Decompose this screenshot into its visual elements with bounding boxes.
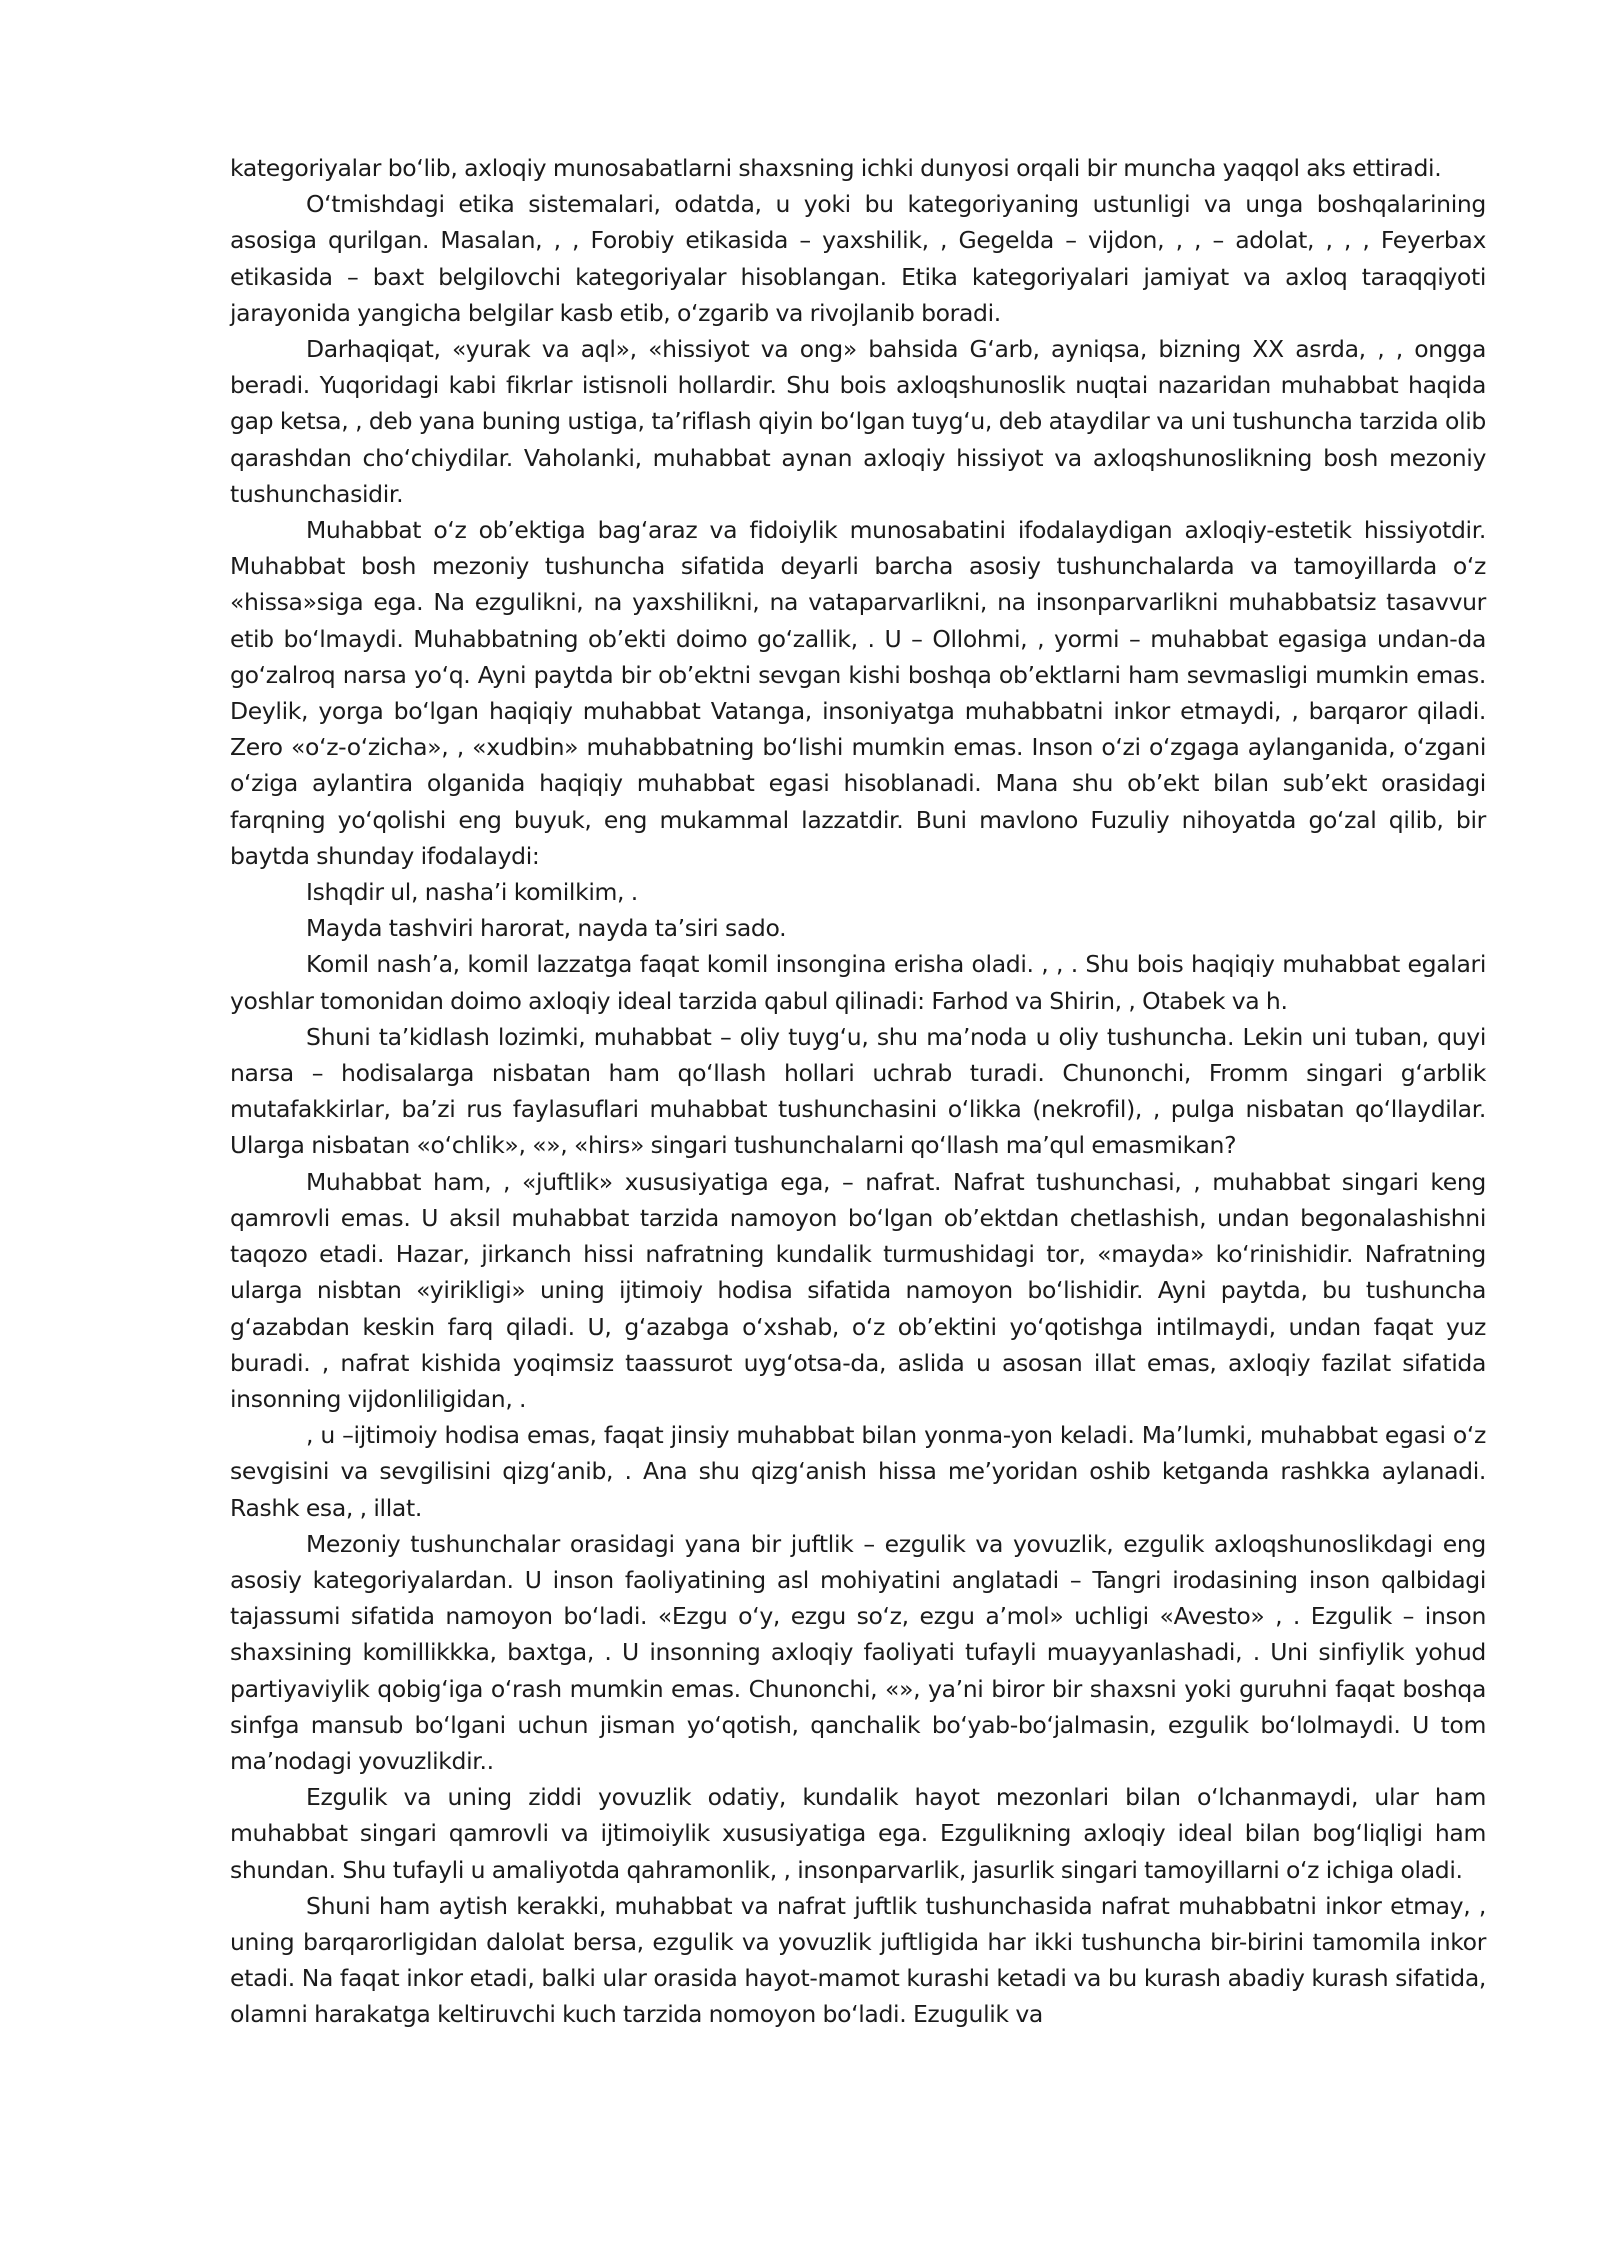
paragraph-11: Shuni ham aytish kerakki, muhabbat va nafrat juftlik tushunchasida nafrat muhabbatni inkor etmay, , uning barqarorligidan dalolat bersa, ezgulik va yovuzlik juftligida har ikki tushuncha bir-birini tamomila inkor etadi. Na faqat inkor etadi, balki ular orasida hayot-mamot kurashi ketadi va bu kurash abadiy kurash sifatida, olamni harakatga keltiruvchi kuch tarzida nomoyon bo‘ladi. Ezugulik va xyxy=(230,1891,1486,2029)
paragraph-10: Ezgulik va uning ziddi yovuzlik odatiy, kundalik hayot mezonlari bilan o‘lchanmaydi, ular ham muhabbat singari qamrovli va ijtimoiylik xususiyatiga ega. Ezgulikning axloqiy ideal bilan bog‘liqligi ham shundan. Shu tufayli u amaliyotda qahramonlik, , insonparvarlik, jasurlik singari tamoyillarni o‘z ichiga oladi. xyxy=(230,1783,1486,1884)
document-body xyxy=(230,150,1486,2033)
paragraph-7: Muhabbat ham, , «juftlik» xususiyatiga ega, – nafrat. Nafrat tushunchasi, , muhabbat singari keng qamrovli emas. U aksil muhabbat tarzida namoyon bo‘lgan ob’ektdan chetlashish, undan begonalashishni taqozo etadi. Hazar, jirkanch hissi nafratning kundalik turmushidagi tor, «mayda» ko‘rinishidir. Nafratning ularga nisbtan «yirikligi» uning ijtimoiy hodisa sifatida namoyon bo‘lishidir. Ayni paytda, bu tushuncha g‘azabdan keskin farq qiladi. U, g‘azabga o‘xshab, o‘z ob’ektini yo‘qotishga intilmaydi, undan faqat yuz buradi. , nafrat kishida yoqimsiz taassurot uyg‘otsa-da, aslida u asosan illat emas, axloqiy fazilat sifatida insonning vijdonliligidan, . xyxy=(230,1167,1486,1413)
verse-line-2: Mayda tashviri harorat, nayda ta’siri sado. xyxy=(306,914,787,943)
paragraph-8: , u –ijtimoiy hodisa emas, faqat jinsiy muhabbat bilan yonma-yon keladi. Ma’lumki, muhabbat egasi o‘z sevgisini va sevgilisini qizg‘anib, . Ana shu qizg‘anish hissa me’yoridan oshib ketganda rashkka aylanadi. Rashk esa, , illat. xyxy=(230,1421,1486,1522)
paragraph-2: O‘tmishdagi etika sistemalari, odatda, u yoki bu kategoriyaning ustunligi va unga boshqalarining asosiga qurilgan. Masalan, , , Forobiy etikasida – yaxshilik, , Gegelda – vijdon, , , – adolat, , , , Feyerbax etikasida – baxt belgilovchi kategoriyalar hisoblangan. Etika kategoriyalari jamiyat va axloq taraqqiyoti jarayonida yangicha belgilar kasb etib, o‘zgarib va rivojlanib boradi. xyxy=(230,190,1486,327)
paragraph-6: Shuni ta’kidlash lozimki, muhabbat – oliy tuyg‘u, shu ma’noda u oliy tushuncha. Lekin uni tuban, quyi narsa – hodisalarga nisbatan ham qo‘llash hollari uchrab turadi. Chunonchi, Fromm singari g‘arblik mutafakkirlar, ba’zi rus faylasuflari muhabbat tushunchasini o‘likka (nekrofil), , pulga nisbatan qo‘llaydilar. Ularga nisbatan «o‘chlik», «», «hirs» singari tushunchalarni qo‘llash ma’qul emasmikan? xyxy=(230,1022,1486,1160)
paragraph-1: kategoriyalar bo‘lib, axloqiy munosabatlarni shaxsning ichki dunyosi orqali bir muncha yaqqol aks ettiradi. xyxy=(230,154,1442,182)
paragraph-5: Komil nash’a, komil lazzatga faqat komil insongina erisha oladi. , , . Shu bois haqiqiy muhabbat egalari yoshlar tomonidan doimo axloqiy ideal tarzida qabul qilinadi: Farhod va Shirin, , Otabek va h. xyxy=(230,950,1486,1015)
paragraph-3: Darhaqiqat, «yurak va aql», «hissiyot va ong» bahsida G‘arb, ayniqsa, bizning XX asrda, , , ongga beradi. Yuqoridagi kabi fikrlar istisnoli hollardir. Shu bois axloqshunoslik nuqtai nazaridan muhabbat haqida gap ketsa, , deb yana buning ustiga, ta’riflash qiyin bo‘lgan tuyg‘u, deb ataydilar va uni tushuncha tarzida olib qarashdan cho‘chiydilar. Vaholanki, muhabbat aynan axloqiy hissiyot va axloqshunoslikning bosh mezoniy tushunchasidir. xyxy=(230,335,1486,508)
verse-line-1: Ishqdir ul, nasha’i komilkim, . xyxy=(306,878,638,907)
paragraph-9: Mezoniy tushunchalar orasidagi yana bir juftlik – ezgulik va yovuzlik, ezgulik axloqshunoslikdagi eng asosiy kategoriyalardan. U inson faoliyatining asl mohiyatini anglatadi – Tangri irodasining inson qalbidagi tajassumi sifatida namoyon bo‘ladi. «Ezgu o‘y, ezgu so‘z, ezgu a’mol» uchligi «Avesto» , . Ezgulik – inson shaxsining komillikkka, baxtga, . U insonning axloqiy faoliyati tufayli muayyanlashadi, . Uni sinfiylik yohud partiyaviylik qobig‘iga o‘rash mumkin emas. Chunonchi, «», ya’ni biror bir shaxsni yoki guruhni faqat boshqa sinfga mansub bo‘lgani uchun jisman yo‘qotish, qanchalik bo‘yab-bo‘jalmasin, ezgulik bo‘lolmaydi. U tom ma’nodagi yovuzlikdir.. xyxy=(230,1529,1486,1775)
paragraph-4: Muhabbat o‘z ob’ektiga bag‘araz va fidoiylik munosabatini ifodalaydigan axloqiy-estetik hissiyotdir. Muhabbat bosh mezoniy tushuncha sifatida deyarli barcha asosiy tushunchalarda va tamoyillarda o‘z «hissa»siga ega. Na ezgulikni, na yaxshilikni, na vataparvarlikni, na insonparvarlikni muhabbatsiz tasavvur etib bo‘lmaydi. Muhabbatning ob’ekti doimo go‘zallik, . U – Ollohmi, , yormi – muhabbat egasiga undan-da go‘zalroq narsa yo‘q. Ayni paytda bir ob’ektni sevgan kishi boshqa ob’ektlarni ham sevmasligi mumkin emas. Deylik, yorga bo‘lgan haqiqiy muhabbat Vatanga, insoniyatga muhabbatni inkor etmaydi, , barqaror qiladi. Zero «o‘z-o‘zicha», , «xudbin» muhabbatning bo‘lishi mumkin emas. Inson o‘zi o‘zgaga aylanganida, o‘zgani o‘ziga aylantira olganida haqiqiy muhabbat egasi hisoblanadi. Mana shu ob’ekt bilan sub’ekt orasidagi farqning yo‘qolishi eng buyuk, eng mukammal lazzatdir. Buni mavlono Fuzuliy nihoyatda go‘zal qilib, bir baytda shunday ifodalaydi: xyxy=(230,516,1486,870)
